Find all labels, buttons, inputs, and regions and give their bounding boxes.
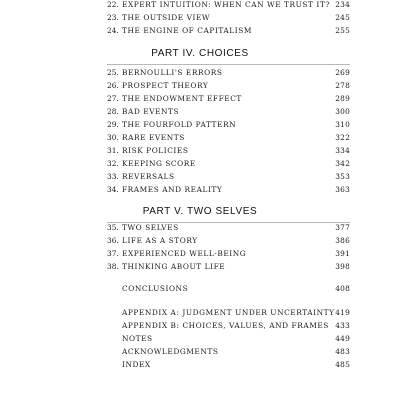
chapter-title: PROSPECT THEORY	[122, 81, 209, 90]
page-number: 278	[335, 81, 350, 90]
chapter-number: 27.	[107, 94, 119, 103]
chapter-title: THE ENDOWMENT EFFECT	[122, 94, 242, 103]
page-number: 269	[335, 68, 350, 77]
page-number: 449	[335, 334, 350, 343]
page-number: 245	[335, 13, 350, 22]
page-number: 322	[335, 133, 350, 142]
chapter-title: EXPERT INTUITION: WHEN CAN WE TRUST IT?	[122, 0, 330, 9]
chapter-number: 28.	[107, 107, 119, 116]
toc-entry[interactable]	[0, 106, 400, 118]
toc-entry[interactable]	[0, 0, 400, 11]
page-number: 419	[335, 308, 350, 317]
page-number: 255	[335, 26, 350, 35]
page-number: 408	[335, 284, 350, 293]
toc-entry[interactable]	[0, 25, 400, 37]
chapter-title: KEEPING SCORE	[122, 159, 196, 168]
toc-entry[interactable]	[0, 184, 400, 196]
toc-entry[interactable]	[0, 235, 400, 247]
toc-entry-appendix-a[interactable]	[0, 307, 400, 319]
page-number: 391	[335, 249, 350, 258]
toc-entry[interactable]	[0, 158, 400, 170]
chapter-number: 22.	[107, 0, 119, 9]
chapter-title: TWO SELVES	[122, 223, 179, 232]
chapter-number: 36.	[107, 236, 119, 245]
section-title: CONCLUSIONS	[122, 284, 189, 293]
chapter-number: 37.	[107, 249, 119, 258]
page-number: 289	[335, 94, 350, 103]
chapter-number: 23.	[107, 13, 119, 22]
chapter-title: LIFE AS A STORY	[122, 236, 198, 245]
chapter-number: 30.	[107, 133, 119, 142]
page-number: 363	[335, 185, 350, 194]
page-number: 433	[335, 321, 350, 330]
section-title: INDEX	[122, 360, 151, 369]
chapter-title: BAD EVENTS	[122, 107, 180, 116]
chapter-title: REVERSALS	[122, 172, 175, 181]
chapter-title: FRAMES AND REALITY	[122, 185, 223, 194]
toc-entry[interactable]	[0, 12, 400, 24]
chapter-number: 35.	[107, 223, 119, 232]
section-title: NOTES	[122, 334, 153, 343]
toc-entry[interactable]	[0, 171, 400, 183]
chapter-title: RISK POLICIES	[122, 146, 189, 155]
part-heading: PART IV. CHOICES	[151, 48, 249, 59]
chapter-number: 29.	[107, 120, 119, 129]
chapter-title: BERNOULLI'S ERRORS	[122, 68, 223, 77]
page-number: 483	[335, 347, 350, 356]
toc-entry[interactable]	[0, 67, 400, 79]
toc-entry[interactable]	[0, 80, 400, 92]
chapter-number: 32.	[107, 159, 119, 168]
toc-entry[interactable]	[0, 261, 400, 273]
chapter-title: RARE EVENTS	[122, 133, 185, 142]
page-number: 342	[335, 159, 350, 168]
page-number: 310	[335, 120, 350, 129]
chapter-number: 31.	[107, 146, 119, 155]
page-number: 353	[335, 172, 350, 181]
chapter-number: 38.	[107, 262, 119, 271]
toc-entry[interactable]	[0, 222, 400, 234]
page-number: 334	[335, 146, 350, 155]
chapter-number: 25.	[107, 68, 119, 77]
chapter-number: 26.	[107, 81, 119, 90]
toc-entry-appendix-b[interactable]	[0, 320, 400, 332]
section-title: APPENDIX A: JUDGMENT UNDER UNCERTAINTY	[122, 308, 335, 317]
toc-entry[interactable]	[0, 93, 400, 105]
toc-entry-notes[interactable]	[0, 333, 400, 345]
chapter-number: 24.	[107, 26, 119, 35]
toc-entry[interactable]	[0, 248, 400, 260]
chapter-title: THE OUTSIDE VIEW	[122, 13, 211, 22]
toc-entry-index[interactable]	[0, 359, 400, 371]
chapter-title: THE FOURFOLD PATTERN	[122, 120, 237, 129]
page-number: 234	[335, 0, 350, 9]
page-number: 377	[335, 223, 350, 232]
section-title: APPENDIX B: CHOICES, VALUES, AND FRAMES	[122, 321, 329, 330]
page-number: 485	[335, 360, 350, 369]
page-number: 300	[335, 107, 350, 116]
chapter-title: THINKING ABOUT LIFE	[122, 262, 226, 271]
section-title: ACKNOWLEDGMENTS	[122, 347, 219, 356]
chapter-number: 34.	[107, 185, 119, 194]
toc-entry[interactable]	[0, 132, 400, 144]
toc-entry-conclusions[interactable]	[0, 283, 400, 295]
toc-entry[interactable]	[0, 119, 400, 131]
chapter-number: 33.	[107, 172, 119, 181]
part-heading: PART V. TWO SELVES	[142, 206, 258, 217]
chapter-title: THE ENGINE OF CAPITALISM	[122, 26, 252, 35]
toc-entry-acknowledgments[interactable]	[0, 346, 400, 358]
divider	[107, 64, 350, 65]
page-number: 398	[335, 262, 350, 271]
toc-entry[interactable]	[0, 145, 400, 157]
page-number: 386	[335, 236, 350, 245]
chapter-title: EXPERIENCED WELL-BEING	[122, 249, 247, 258]
